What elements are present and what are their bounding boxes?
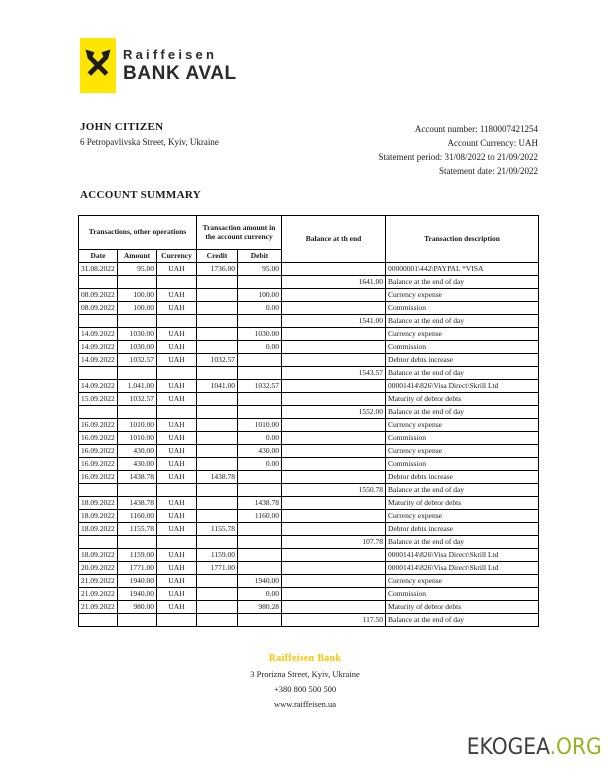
cell-credit bbox=[197, 536, 238, 549]
header-credit: Credit bbox=[197, 250, 238, 263]
watermark-suffix: .ORG bbox=[549, 735, 602, 760]
cell-amount: 1032.57 bbox=[118, 393, 157, 406]
cell-amount: 1032.57 bbox=[118, 354, 157, 367]
cell-debit: 1160.00 bbox=[238, 510, 282, 523]
cell-amount: 1771.00 bbox=[118, 562, 157, 575]
statement-date-line: Statement date: 21/09/2022 bbox=[439, 166, 538, 176]
cell-currency bbox=[157, 276, 197, 289]
cell-description: 00000001\442\PAYPAL *VISA bbox=[386, 263, 539, 276]
cell-credit bbox=[197, 315, 238, 328]
cell-debit: 1032.57 bbox=[238, 380, 282, 393]
cell-credit: 1032.57 bbox=[197, 354, 238, 367]
cell-balance bbox=[282, 432, 386, 445]
cell-currency: UAH bbox=[157, 302, 197, 315]
table-row bbox=[79, 419, 539, 432]
table-row bbox=[79, 484, 539, 497]
cell-date bbox=[79, 484, 118, 497]
cell-description: Currency expense bbox=[386, 575, 539, 588]
table-row bbox=[79, 614, 539, 627]
cell-date: 14.09.2022 bbox=[79, 380, 118, 393]
customer-block bbox=[80, 121, 219, 147]
cell-description: Commission bbox=[386, 458, 539, 471]
cell-debit bbox=[238, 536, 282, 549]
cell-debit bbox=[238, 549, 282, 562]
cell-amount bbox=[118, 536, 157, 549]
cell-debit bbox=[238, 484, 282, 497]
cell-description: Balance at the end of day bbox=[386, 276, 539, 289]
cell-date: 31.08.2022 bbox=[79, 263, 118, 276]
table-row bbox=[79, 263, 539, 276]
cell-balance bbox=[282, 393, 386, 406]
watermark bbox=[467, 735, 602, 760]
cell-description: Balance at the end of day bbox=[386, 367, 539, 380]
cell-balance: 1541.00 bbox=[282, 315, 386, 328]
cell-description: Debtor debts increase bbox=[386, 523, 539, 536]
cell-balance: 1550.78 bbox=[282, 484, 386, 497]
cell-description: Balance at the end of day bbox=[386, 406, 539, 419]
table-row bbox=[79, 562, 539, 575]
table-group-header-row bbox=[79, 216, 539, 250]
cell-date: 16.09.2022 bbox=[79, 471, 118, 484]
cell-description: Balance at the end of day bbox=[386, 614, 539, 627]
cell-amount: 100.00 bbox=[118, 302, 157, 315]
header-amount-group: Transaction amount in the account currency bbox=[197, 216, 282, 250]
cell-date bbox=[79, 614, 118, 627]
table-row bbox=[79, 289, 539, 302]
cell-debit: 0.00 bbox=[238, 588, 282, 601]
cell-debit: 95.00 bbox=[238, 263, 282, 276]
table-row bbox=[79, 523, 539, 536]
cell-date: 16.09.2022 bbox=[79, 458, 118, 471]
cell-debit: 980.28 bbox=[238, 601, 282, 614]
cell-description: Currency expense bbox=[386, 289, 539, 302]
cell-currency: UAH bbox=[157, 510, 197, 523]
cell-balance bbox=[282, 458, 386, 471]
table-row bbox=[79, 328, 539, 341]
statement-period-line: Statement period: 31/08/2022 to 21/09/2022 bbox=[378, 152, 538, 162]
customer-address: 6 Petropavlivska Street, Kyiv, Ukraine bbox=[80, 137, 219, 147]
cell-balance bbox=[282, 549, 386, 562]
footer-block bbox=[0, 653, 610, 709]
cell-currency: UAH bbox=[157, 328, 197, 341]
footer-address: 3 Prorizna Street, Kyiv, Ukraine bbox=[250, 669, 360, 679]
statement-table bbox=[78, 215, 539, 627]
footer-website: www.raiffeisen.ua bbox=[273, 699, 337, 709]
cell-debit bbox=[238, 523, 282, 536]
cell-debit: 1438.78 bbox=[238, 497, 282, 510]
cell-date: 18.09.2022 bbox=[79, 497, 118, 510]
table-row bbox=[79, 575, 539, 588]
header-currency: Currency bbox=[157, 250, 197, 263]
cell-balance bbox=[282, 601, 386, 614]
table-row bbox=[79, 367, 539, 380]
cell-description: Commission bbox=[386, 302, 539, 315]
cell-date bbox=[79, 276, 118, 289]
cell-amount bbox=[118, 484, 157, 497]
cell-credit bbox=[197, 276, 238, 289]
footer-phone: +380 800 500 500 bbox=[273, 684, 337, 694]
account-currency-line: Account Currency: UAH bbox=[447, 138, 538, 148]
logo-sub-text: BANK AVAL bbox=[123, 62, 237, 84]
cell-date: 08.09.2022 bbox=[79, 302, 118, 315]
table-row bbox=[79, 354, 539, 367]
table-row bbox=[79, 341, 539, 354]
cell-amount: 1159.00 bbox=[118, 549, 157, 562]
cell-credit: 1736.00 bbox=[197, 263, 238, 276]
cell-credit bbox=[197, 575, 238, 588]
cell-balance bbox=[282, 575, 386, 588]
footer-bank-name: Raiffeisen Bank bbox=[268, 653, 342, 664]
table-row bbox=[79, 458, 539, 471]
cell-description: 00001414\826\Visa Direct\Skrill Ltd bbox=[386, 549, 539, 562]
cell-debit: 0.00 bbox=[238, 302, 282, 315]
cell-credit bbox=[197, 497, 238, 510]
cell-balance bbox=[282, 523, 386, 536]
cell-debit: 1030.00 bbox=[238, 328, 282, 341]
cell-amount: 1010.00 bbox=[118, 419, 157, 432]
cell-amount bbox=[118, 276, 157, 289]
table-row bbox=[79, 445, 539, 458]
cell-credit: 1771.00 bbox=[197, 562, 238, 575]
cell-date bbox=[79, 367, 118, 380]
cell-debit bbox=[238, 315, 282, 328]
cell-balance bbox=[282, 510, 386, 523]
cell-description: Commission bbox=[386, 432, 539, 445]
cell-credit bbox=[197, 419, 238, 432]
cell-currency: UAH bbox=[157, 445, 197, 458]
cell-amount: 100.00 bbox=[118, 289, 157, 302]
cell-currency: UAH bbox=[157, 393, 197, 406]
table-row bbox=[79, 471, 539, 484]
cell-description: Balance at the end of day bbox=[386, 315, 539, 328]
cell-balance bbox=[282, 497, 386, 510]
cell-debit bbox=[238, 406, 282, 419]
cell-debit bbox=[238, 276, 282, 289]
cell-credit bbox=[197, 406, 238, 419]
cell-credit bbox=[197, 328, 238, 341]
cell-description: Currency expense bbox=[386, 510, 539, 523]
header-amount: Amount bbox=[118, 250, 157, 263]
cell-debit: 0.00 bbox=[238, 458, 282, 471]
cell-date bbox=[79, 315, 118, 328]
cell-amount: 1030.00 bbox=[118, 341, 157, 354]
cell-date bbox=[79, 536, 118, 549]
cell-balance bbox=[282, 562, 386, 575]
cell-date: 20.09.2022 bbox=[79, 562, 118, 575]
table-row bbox=[79, 276, 539, 289]
cell-amount: 1160.00 bbox=[118, 510, 157, 523]
cell-balance bbox=[282, 302, 386, 315]
cell-credit bbox=[197, 614, 238, 627]
cell-credit bbox=[197, 484, 238, 497]
cell-amount: 1940.00 bbox=[118, 575, 157, 588]
cell-amount bbox=[118, 614, 157, 627]
table-row bbox=[79, 393, 539, 406]
cell-currency: UAH bbox=[157, 471, 197, 484]
cell-debit bbox=[238, 393, 282, 406]
cell-debit: 1940.00 bbox=[238, 575, 282, 588]
cell-amount: 1030.00 bbox=[118, 328, 157, 341]
cell-date: 21.09.2022 bbox=[79, 588, 118, 601]
cell-description: Currency expense bbox=[386, 445, 539, 458]
cell-description: Currency expense bbox=[386, 419, 539, 432]
watermark-primary: EKOGEA bbox=[467, 735, 550, 760]
cell-description: Currency expense bbox=[386, 328, 539, 341]
cell-amount bbox=[118, 367, 157, 380]
cell-currency: UAH bbox=[157, 263, 197, 276]
cell-currency bbox=[157, 614, 197, 627]
cell-date: 18.09.2022 bbox=[79, 523, 118, 536]
cell-currency: UAH bbox=[157, 497, 197, 510]
cell-balance bbox=[282, 380, 386, 393]
cell-credit bbox=[197, 458, 238, 471]
account-number-line: Account number: 1180007421254 bbox=[414, 124, 538, 134]
cell-description: Balance at the end of day bbox=[386, 484, 539, 497]
cell-date: 15.09.2022 bbox=[79, 393, 118, 406]
cell-description: Commission bbox=[386, 588, 539, 601]
cell-amount: 1438.78 bbox=[118, 471, 157, 484]
cell-credit bbox=[197, 510, 238, 523]
cell-debit bbox=[238, 562, 282, 575]
cell-amount: 95.00 bbox=[118, 263, 157, 276]
cell-balance: 1641.00 bbox=[282, 276, 386, 289]
cell-balance bbox=[282, 471, 386, 484]
header-description: Transaction description bbox=[386, 216, 539, 263]
cell-amount: 1438.78 bbox=[118, 497, 157, 510]
cell-date: 14.09.2022 bbox=[79, 341, 118, 354]
logo-brand-text: Raiffeisen bbox=[123, 46, 218, 62]
cell-date: 21.09.2022 bbox=[79, 575, 118, 588]
bank-logo-wordmark bbox=[123, 47, 237, 85]
table-row bbox=[79, 536, 539, 549]
table-row bbox=[79, 406, 539, 419]
cell-amount bbox=[118, 406, 157, 419]
cell-amount: 430.00 bbox=[118, 458, 157, 471]
cell-amount: 980.00 bbox=[118, 601, 157, 614]
cell-debit: 0.00 bbox=[238, 432, 282, 445]
cell-balance: 1552.00 bbox=[282, 406, 386, 419]
cell-credit: 1155.78 bbox=[197, 523, 238, 536]
cell-debit: 100.00 bbox=[238, 289, 282, 302]
cell-currency bbox=[157, 406, 197, 419]
cell-credit bbox=[197, 588, 238, 601]
table-row bbox=[79, 510, 539, 523]
cell-credit bbox=[197, 432, 238, 445]
cell-description: 00001414\826\Visa Direct\Skrill Ltd bbox=[386, 562, 539, 575]
cell-debit: 1010.00 bbox=[238, 419, 282, 432]
cell-description: Maturity of debtor debts bbox=[386, 497, 539, 510]
cell-amount bbox=[118, 315, 157, 328]
cell-credit bbox=[197, 393, 238, 406]
cell-balance bbox=[282, 289, 386, 302]
cell-currency: UAH bbox=[157, 523, 197, 536]
cell-credit bbox=[197, 367, 238, 380]
cell-credit: 1438.78 bbox=[197, 471, 238, 484]
cell-date: 21.09.2022 bbox=[79, 601, 118, 614]
header-date: Date bbox=[79, 250, 118, 263]
cell-balance bbox=[282, 263, 386, 276]
statement-table-body bbox=[79, 263, 539, 627]
cell-balance bbox=[282, 588, 386, 601]
cell-debit: 0.00 bbox=[238, 341, 282, 354]
cell-currency: UAH bbox=[157, 354, 197, 367]
table-row bbox=[79, 380, 539, 393]
cell-description: Debtor debts increase bbox=[386, 354, 539, 367]
cell-credit: 1159.00 bbox=[197, 549, 238, 562]
cell-credit bbox=[197, 445, 238, 458]
cell-date: 16.09.2022 bbox=[79, 419, 118, 432]
cell-amount: 430.00 bbox=[118, 445, 157, 458]
customer-name: JOHN CITIZEN bbox=[80, 121, 164, 133]
cell-currency: UAH bbox=[157, 419, 197, 432]
cell-debit bbox=[238, 367, 282, 380]
cell-balance bbox=[282, 445, 386, 458]
cell-currency: UAH bbox=[157, 575, 197, 588]
header-debit: Debit bbox=[238, 250, 282, 263]
cell-date: 16.09.2022 bbox=[79, 445, 118, 458]
cell-amount: 1010.00 bbox=[118, 432, 157, 445]
cell-date: 14.09.2022 bbox=[79, 354, 118, 367]
cell-balance: 117.50 bbox=[282, 614, 386, 627]
cell-amount: 1940.00 bbox=[118, 588, 157, 601]
table-row bbox=[79, 302, 539, 315]
table-row bbox=[79, 315, 539, 328]
cell-currency: UAH bbox=[157, 549, 197, 562]
table-row bbox=[79, 549, 539, 562]
cell-credit bbox=[197, 289, 238, 302]
cell-currency: UAH bbox=[157, 380, 197, 393]
cell-currency: UAH bbox=[157, 588, 197, 601]
cell-balance bbox=[282, 341, 386, 354]
bank-logo bbox=[80, 38, 237, 93]
account-info-block bbox=[379, 122, 539, 178]
cell-credit: 1041.00 bbox=[197, 380, 238, 393]
cell-balance bbox=[282, 328, 386, 341]
cell-currency: UAH bbox=[157, 562, 197, 575]
cell-credit bbox=[197, 601, 238, 614]
cell-debit bbox=[238, 471, 282, 484]
cell-description: Maturity of debtor debts bbox=[386, 601, 539, 614]
cell-debit: 430.00 bbox=[238, 445, 282, 458]
cell-currency: UAH bbox=[157, 458, 197, 471]
cell-balance: 107.78 bbox=[282, 536, 386, 549]
cell-currency bbox=[157, 484, 197, 497]
cell-credit bbox=[197, 341, 238, 354]
cell-debit bbox=[238, 354, 282, 367]
header-balance: Balance at th end bbox=[282, 216, 386, 263]
cell-currency bbox=[157, 315, 197, 328]
raiffeisen-gable-cross-icon bbox=[80, 38, 116, 93]
cell-date: 16.09.2022 bbox=[79, 432, 118, 445]
section-title: ACCOUNT SUMMARY bbox=[80, 189, 201, 201]
cell-date bbox=[79, 406, 118, 419]
cell-description: Balance at the end of day bbox=[386, 536, 539, 549]
cell-debit bbox=[238, 614, 282, 627]
cell-description: Commission bbox=[386, 341, 539, 354]
cell-description: Maturity of debtor debts bbox=[386, 393, 539, 406]
cell-description: 00001414\826\Visa Direct\Skrill Ltd bbox=[386, 380, 539, 393]
header-transactions-group: Transactions, other operations bbox=[79, 216, 197, 250]
cell-currency bbox=[157, 536, 197, 549]
cell-date: 18.09.2022 bbox=[79, 510, 118, 523]
cell-currency: UAH bbox=[157, 289, 197, 302]
table-row bbox=[79, 588, 539, 601]
cell-currency bbox=[157, 367, 197, 380]
statement-table-container bbox=[78, 215, 539, 627]
cell-currency: UAH bbox=[157, 601, 197, 614]
cell-date: 14.09.2022 bbox=[79, 328, 118, 341]
cell-description: Debtor debts increase bbox=[386, 471, 539, 484]
cell-amount: 1.041.00 bbox=[118, 380, 157, 393]
cell-amount: 1155.78 bbox=[118, 523, 157, 536]
table-row bbox=[79, 601, 539, 614]
cell-credit bbox=[197, 302, 238, 315]
cell-date: 18.09.2022 bbox=[79, 549, 118, 562]
cell-currency: UAH bbox=[157, 432, 197, 445]
cell-currency: UAH bbox=[157, 341, 197, 354]
table-row bbox=[79, 432, 539, 445]
cell-balance bbox=[282, 419, 386, 432]
cell-date: 08.09.2022 bbox=[79, 289, 118, 302]
cell-balance bbox=[282, 354, 386, 367]
table-row bbox=[79, 497, 539, 510]
cell-balance: 1543.57 bbox=[282, 367, 386, 380]
